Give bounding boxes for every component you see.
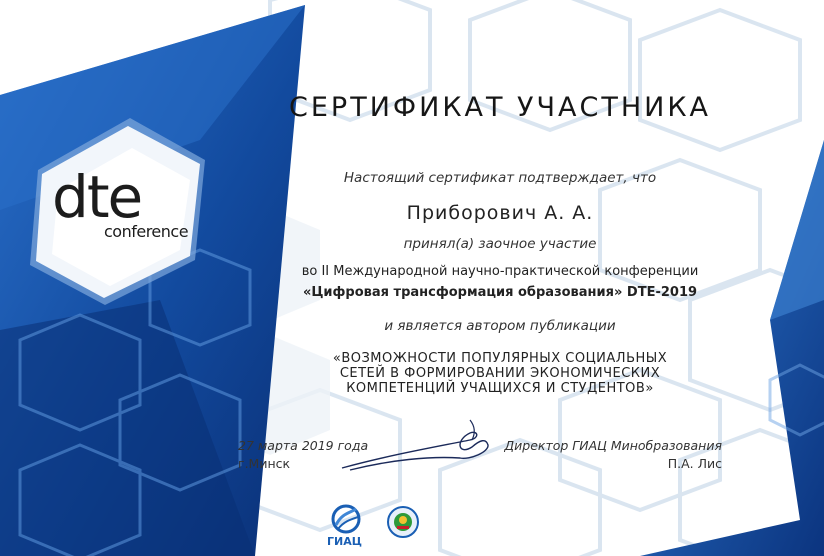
issue-city: г.Минск	[238, 456, 291, 471]
participation-text: принял(а) заочное участие	[403, 236, 597, 252]
confirm-text: Настоящий сертификат подтверждает, что	[343, 170, 657, 186]
publication-title	[210, 351, 790, 396]
recipient-name: Приборович А. А.	[406, 202, 594, 224]
certificate-title: СЕРТИФИКАТ УЧАСТНИКА	[289, 92, 711, 123]
author-text: и является автором публикации	[384, 318, 616, 334]
director-name: П.А. Лис	[667, 456, 722, 471]
giac-globe-icon	[328, 503, 364, 535]
dte-logo-sub: conference	[104, 222, 189, 241]
issue-date: 27 марта 2019 года	[238, 438, 369, 453]
dte-logo: dte	[52, 163, 142, 231]
conference-line-1: во II Международной научно-практической конференции	[301, 264, 699, 279]
belarus-emblem-icon	[386, 505, 420, 539]
publication-line: СЕТЕЙ В ФОРМИРОВАНИИ ЭКОНОМИЧЕСКИХ	[339, 366, 661, 381]
conference-line-2: «Цифровая трансформация образования» DTE-2019	[302, 285, 698, 300]
publication-line: КОМПЕТЕНЦИЙ УЧАЩИХСЯ И СТУДЕНТОВ»	[346, 381, 654, 396]
director-title: Директор ГИАЦ Минобразования	[504, 438, 722, 453]
publication-line: «ВОЗМОЖНОСТИ ПОПУЛЯРНЫХ СОЦИАЛЬНЫХ	[332, 351, 668, 366]
giac-label: ГИАЦ	[327, 535, 362, 548]
